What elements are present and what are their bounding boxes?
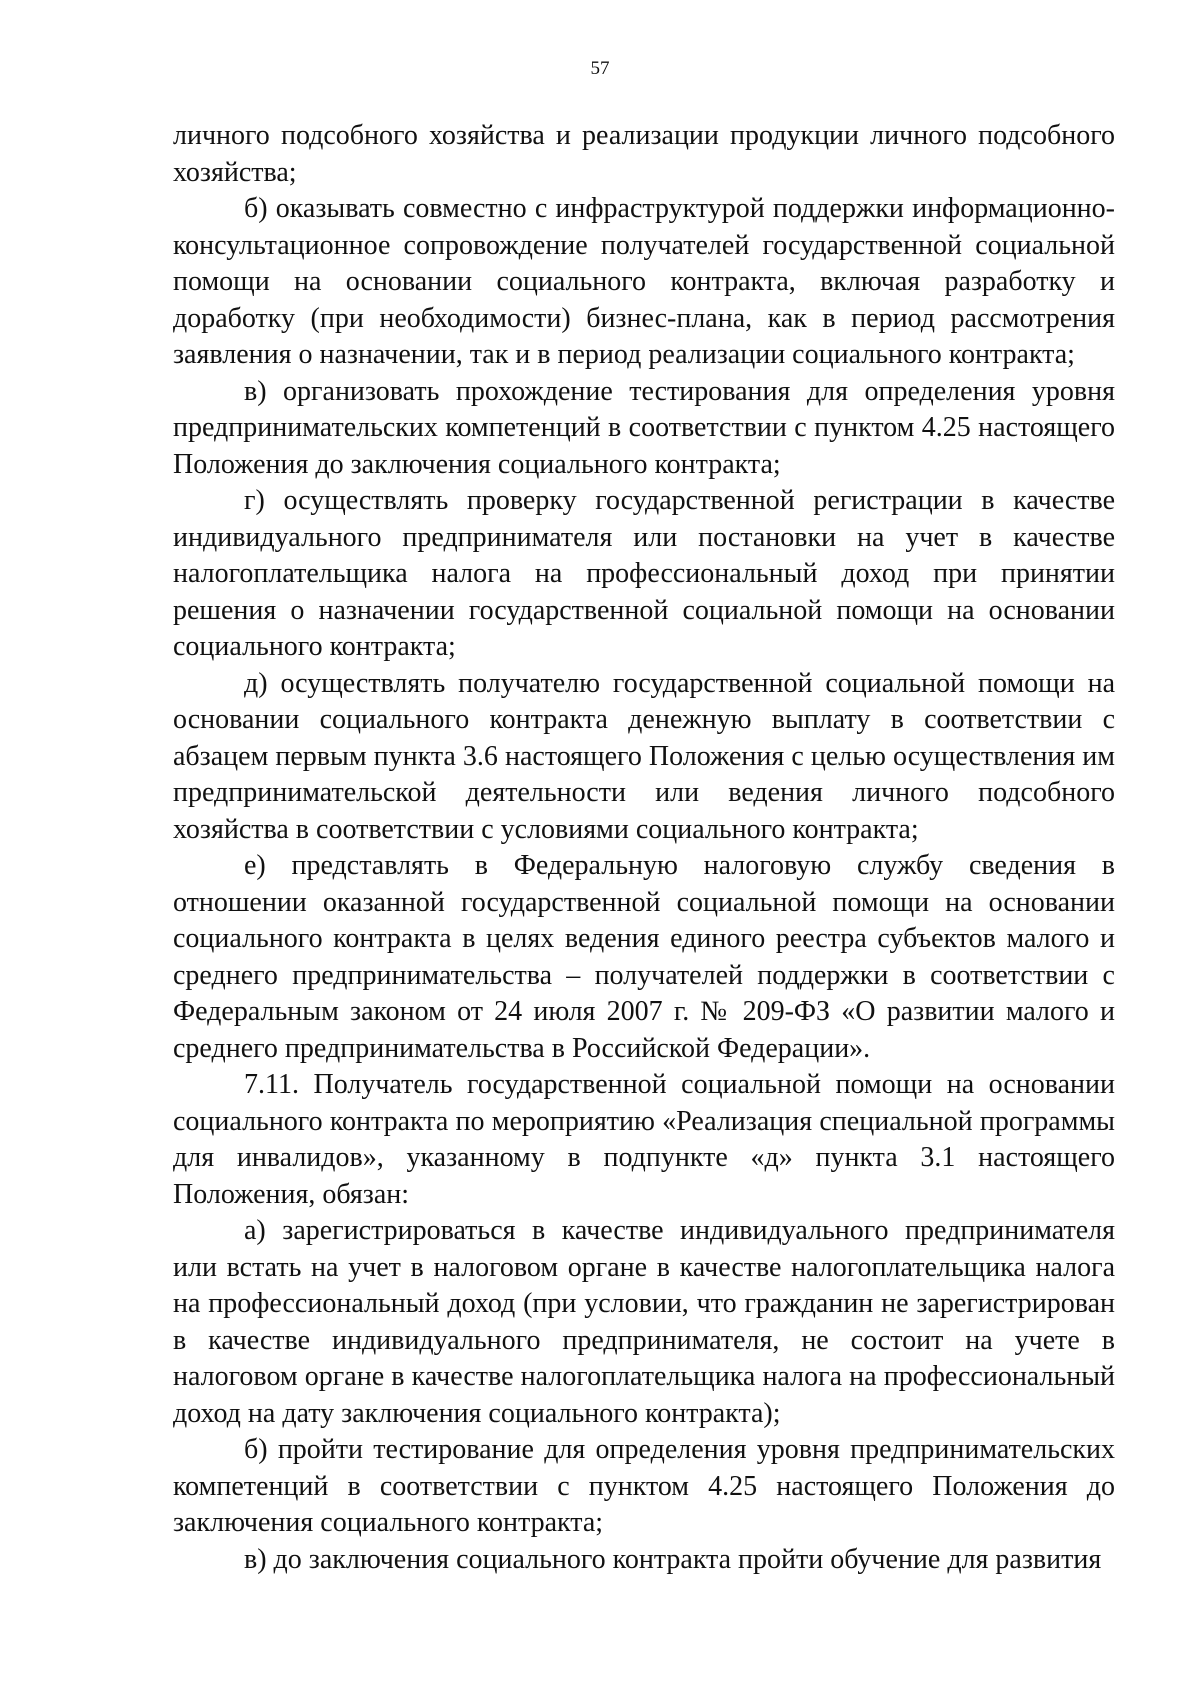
page-number: 57 — [590, 58, 610, 79]
paragraph-item-d: д) осуществлять получателю государственной социальной помощи на основании социального контракта денежную выплату в соответствии с абзацем первым пункта 3.6 настоящего Положения с целью осуществления им предпринимательской деятельности или ведения личного подсобного хозяйства в соответствии с условиями социального контракта; — [173, 667, 1115, 845]
paragraph-7-11-item-v: в) до заключения социального контракта пройти обучение для развития — [244, 1543, 1102, 1575]
paragraph-item-e: е) представлять в Федеральную налоговую службу сведения в отношении оказанной государственной социальной помощи на основании социального контракта в целях ведения единого реестра субъектов малого и среднего предпринимательства – получателей поддержки в соответствии с Федеральным законом от 24 июля 2007 г. № 209-ФЗ «О развитии малого и среднего предпринимательства в Российской Федерации». — [173, 850, 1115, 1064]
paragraph-7-11-item-b: б) пройти тестирование для определения уровня предпринимательских компетенций в соответствии с пунктом 4.25 настоящего Положения до заключения социального контракта; — [173, 1434, 1115, 1538]
paragraph-7-11-item-a: а) зарегистрироваться в качестве индивидуального предпринимателя или встать на учет в налоговом органе в качестве налогоплательщика налога на профессиональный доход (при условии, что гражданин не зарегистрирован в качестве индивидуального предпринимателя, не состоит на учете в налоговом органе в качестве налогоплательщика налога на профессиональный доход на дату заключения социального контракта); — [173, 1215, 1115, 1429]
document-body — [173, 118, 1115, 1578]
paragraph-item-b: б) оказывать совместно с инфраструктурой поддержки информационно-консультационное сопровождение получателей государственной социальной помощи на основании социального контракта, включая разработку и доработку (при необходимости) бизнес-плана, как в период рассмотрения заявления о назначении, так и в период реализации социального контракта; — [173, 193, 1115, 370]
paragraph-section-7-11: 7.11. Получатель государственной социальной помощи на основании социального контракта по мероприятию «Реализация специальной программы для инвалидов», указанному в подпункте «д» пункта 3.1 настоящего Положения, обязан: — [173, 1069, 1115, 1210]
paragraph-item-g: г) осуществлять проверку государственной регистрации в качестве индивидуального предпринимателя или постановки на учет в качестве налогоплательщика налога на профессиональный доход при принятии решения о назначении государственной социальной помощи на основании социального контракта; — [173, 485, 1115, 662]
paragraph-item-v: в) организовать прохождение тестирования для определения уровня предпринимательских компетенций в соответствии с пунктом 4.25 настоящего Положения до заключения социального контракта; — [173, 375, 1115, 480]
paragraph-continuation: личного подсобного хозяйства и реализации продукции личного подсобного хозяйства; — [173, 120, 1115, 188]
